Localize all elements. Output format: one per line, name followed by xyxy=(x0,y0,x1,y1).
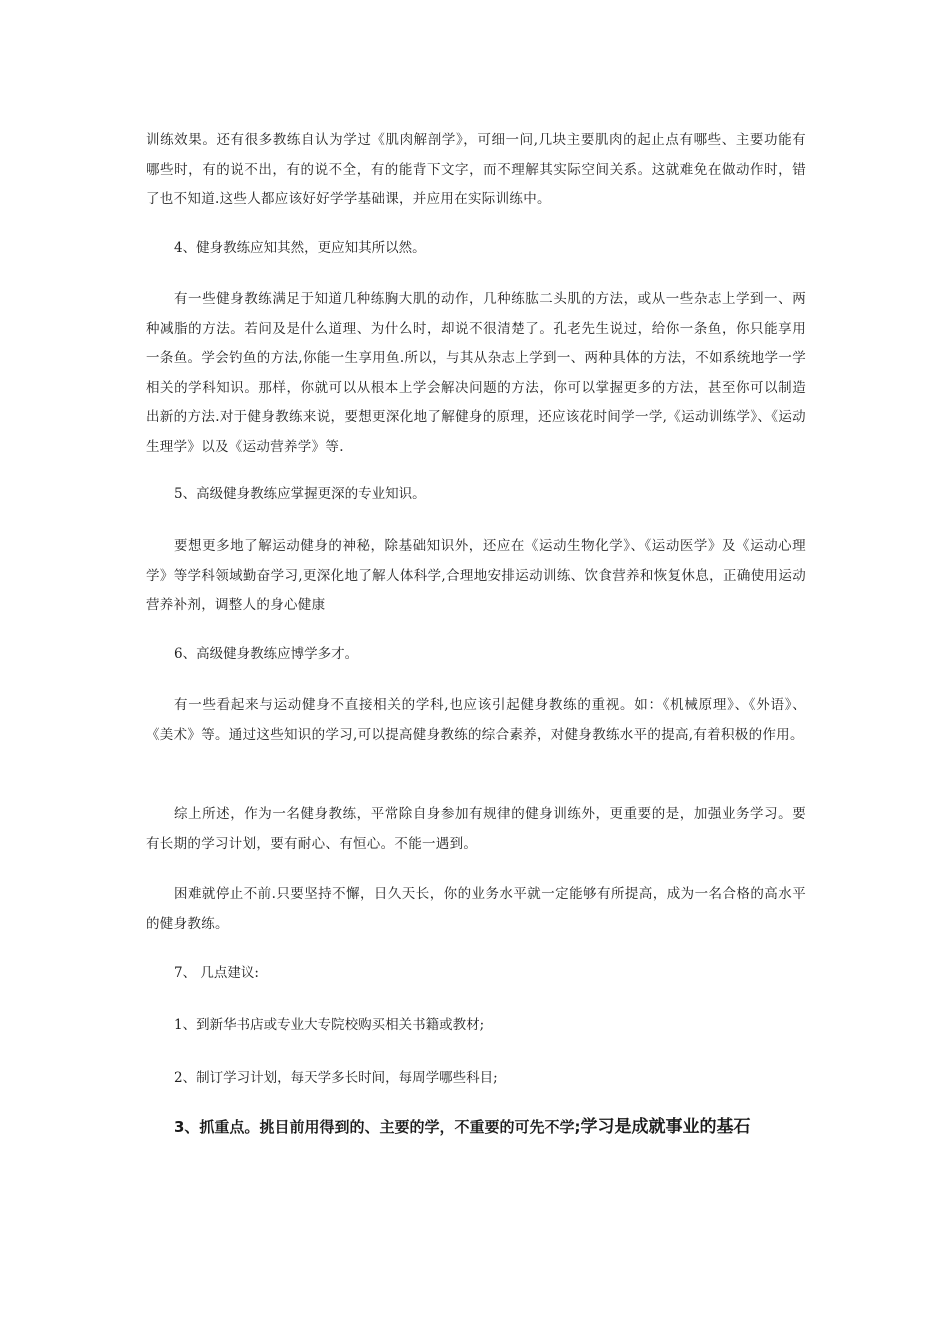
paragraph-summary: 综上所述，作为一名健身教练，平常除自身参加有规律的健身训练外，更重要的是，加强业务学习。要有长期的学习计划，要有耐心、有恒心。不能一遇到。 xyxy=(146,806,806,852)
heading-6: 6、高级健身教练应博学多才。 xyxy=(174,646,359,662)
paragraph-know-why: 有一些健身教练满足于知道几种练胸大肌的动作，几种练肱二头肌的方法，或从一些杂志上学到一、两种减脂的方法。若问及是什么道理、为什么时，却说不很清楚了。孔老先生说过，给你一条鱼，你只能享用一条鱼。学会钓鱼的方法,你能一生享用鱼.所以，与其从杂志上学到一、两种具体的方法，不如系统地学一学相关的学科知识。那样，你就可以从根本上学会解决问题的方法，你可以掌握更多的方法，甚至你可以制造出新的方法.对于健身教练来说，要想更深化地了解健身的原理，还应该花时间学一学,《运动训练学》、《运动生理学》以及《运动营养学》等. xyxy=(146,291,806,455)
suggestion-2: 2、制订学习计划，每天学多长时间，每周学哪些科目; xyxy=(174,1070,498,1086)
paragraph-deeper-knowledge: 要想更多地了解运动健身的神秘，除基础知识外，还应在《运动生物化学》、《运动医学》及《运动心理学》等学科领域勤奋学习,更深化地了解人体科学,合理地安排运动训练、饮食营养和恢复休息，正确使用运动营养补剂，调整人的身心健康 xyxy=(146,538,806,613)
suggestion-3 xyxy=(174,1112,750,1137)
paragraph-broad-learning: 有一些看起来与运动健身不直接相关的学科,也应该引起健身教练的重视。如：《机械原理》、《外语》、《美术》等。通过这些知识的学习,可以提高健身教练的综合素养，对健身教练水平的提高,有着积极的作用。 xyxy=(146,697,806,743)
paragraph-persistence: 困难就停止不前.只要坚持不懈，日久天长，你的业务水平就一定能够有所提高，成为一名合格的高水平的健身教练。 xyxy=(146,886,806,932)
suggestion-3-text: 3、抓重点。挑目前用得到的、主要的学，不重要的可先不学; xyxy=(174,1118,581,1136)
suggestion-3-tagline: 学习是成就事业的基石 xyxy=(580,1117,751,1137)
heading-4: 4、健身教练应知其然，更应知其所以然。 xyxy=(174,240,426,256)
heading-7: 7、 几点建议: xyxy=(174,965,259,981)
heading-5: 5、高级健身教练应掌握更深的专业知识。 xyxy=(174,486,426,502)
paragraph-anatomy: 训练效果。还有很多教练自认为学过《肌肉解剖学》，可细一问,几块主要肌肉的起止点有哪些、主要功能有哪些时，有的说不出，有的说不全，有的能背下文字，而不理解其实际空间关系。这就难免在做动作时，错了也不知道.这些人都应该好好学学基础课，并应用在实际训练中。 xyxy=(146,132,806,207)
suggestion-1: 1、到新华书店或专业大专院校购买相关书籍或教材; xyxy=(174,1017,485,1033)
